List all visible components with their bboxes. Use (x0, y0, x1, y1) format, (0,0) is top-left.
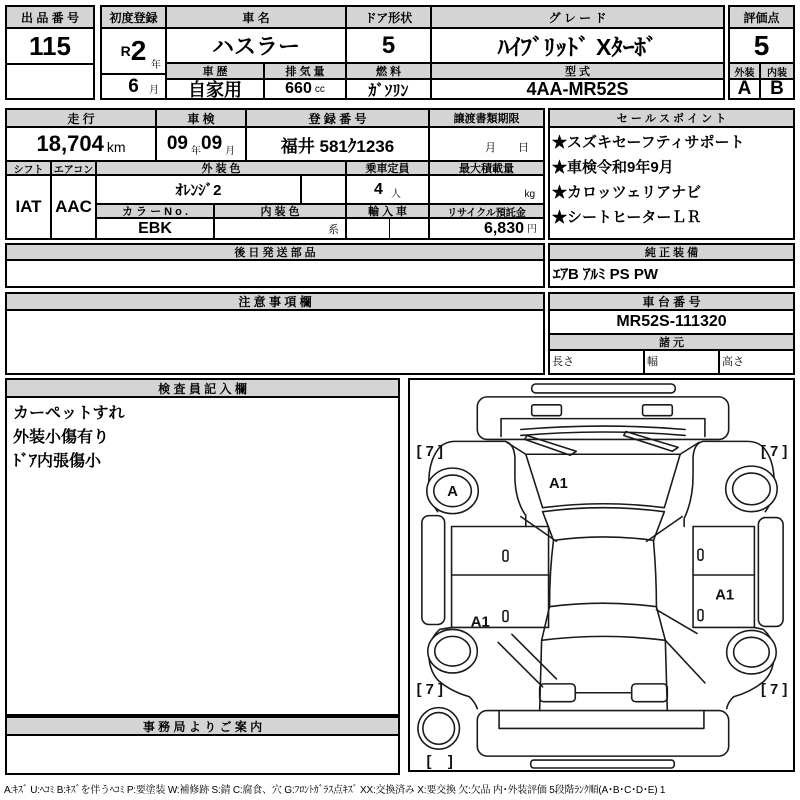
mileage-value (7, 128, 157, 162)
capacity-label: 乗車定員 (347, 162, 430, 176)
left-door-panel (452, 527, 549, 631)
exterior-color-value: ｵﾚﾝｼﾞ2 (97, 176, 302, 205)
car-name-label: 車 名 (167, 7, 347, 29)
score-value: 5 (730, 29, 793, 64)
car-history-value: 自家用 (167, 80, 265, 98)
model-code-value: 4AA-MR52S (526, 80, 629, 98)
aircon-label: エアコン (52, 162, 97, 176)
office-info-panel (5, 716, 400, 775)
front-bumper-lip (501, 419, 705, 437)
inspector-note-line: 外装小傷有り (13, 429, 110, 446)
interior-grade-label: 内装 (761, 64, 793, 80)
fuel-value: ｶﾞｿﾘﾝ (347, 80, 432, 98)
tire-mark-front-left: [ 7 ] (416, 444, 443, 461)
mileage-number: 18,704 (36, 131, 104, 156)
shift-value: IAT (7, 176, 52, 238)
capacity-unit: 人 (390, 189, 401, 200)
left-door-handle-front (503, 550, 508, 561)
legend-text: A:ｷｽﾞ U:ﾍｺﾐ B:ｷｽﾞを伴うﾍｺﾐ P:要塗装 W:補修跡 S:錆 C:腐食、穴 G:ﾌﾛﾝﾄｶﾞﾗｽ点ｷｽﾞ XX:交換済み X:要交換 欠:欠品 内･外装評価 5段階ﾗﾝｸ順(A･B･C･D･E) 1 (4, 785, 666, 796)
spare-tire (418, 708, 460, 750)
inspector-notes-panel (5, 378, 400, 716)
recycle-fee-label: リサイクル預託金 (430, 205, 543, 219)
auction-number-empty (7, 65, 93, 98)
equipment-value: ｴｱB ｱﾙﾐ PS PW (553, 266, 659, 283)
first-registration-month (102, 75, 167, 98)
left-sill (422, 516, 445, 625)
inspection-year-unit: 年 (191, 146, 201, 157)
sales-points-panel (548, 108, 795, 240)
damage-mark-front-left-wheel: A (447, 483, 458, 500)
interior-grade-value: B (770, 80, 784, 98)
details-panel (5, 108, 545, 240)
tail-lamp-left (540, 684, 576, 702)
later-parts-label: 後 日 発 送 部 品 (7, 245, 543, 261)
tailgate-sides (540, 640, 668, 710)
right-sill (758, 518, 783, 627)
sales-points-label: セ ー ル ス ポ イ ン ト (550, 110, 793, 128)
office-info-value (7, 736, 398, 773)
imported-label: 輸 入 車 (347, 205, 430, 219)
chassis-panel (548, 292, 795, 375)
displacement-label: 排 気 量 (265, 64, 347, 80)
max-load-value (430, 176, 543, 205)
registration-no-value: 福井 581ｸ1236 (247, 128, 430, 162)
inspection-month: 09 (201, 133, 223, 154)
roof-strip-rear (531, 760, 675, 768)
rear-right-fold-lines (656, 610, 704, 683)
auction-number-panel (5, 5, 95, 100)
later-parts-value (7, 261, 543, 286)
score-label: 評価点 (730, 7, 793, 29)
shift-label: シフト (7, 162, 52, 176)
exterior-color-label: 外 装 色 (97, 162, 347, 176)
displacement-value (265, 80, 347, 98)
office-info-label: 事 務 局 よ り ご 案 内 (7, 718, 398, 736)
sales-point-item: ★車検令和9年9月 (552, 159, 674, 176)
month-unit: 月 (149, 85, 159, 96)
wiper-left (525, 435, 576, 455)
sales-point-item: ★スズキセーフティサポート (552, 134, 745, 151)
rear-bumper (477, 711, 728, 757)
inspector-notes-list (13, 402, 125, 474)
era-year: 2 (130, 35, 147, 66)
rear-glass-sides (542, 607, 666, 641)
car-name-value: ハスラー (167, 29, 347, 64)
tire-mark-rear-right: [ 7 ] (761, 681, 788, 698)
equipment-label: 純 正 装 備 (550, 245, 793, 261)
tire-mark-rear-left: [ 7 ] (416, 681, 443, 698)
door-shape-value: 5 (347, 29, 432, 64)
equipment-panel (548, 243, 795, 288)
capacity-number: 4 (374, 180, 383, 198)
registration-no-label: 登 録 番 号 (247, 110, 430, 128)
reg-month: 6 (128, 75, 139, 97)
notes-value (7, 311, 543, 373)
chassis-value: MR52S-111320 (550, 311, 793, 335)
sales-point-item: ★シートヒーターＬＲ (552, 209, 702, 226)
inspection-value (157, 128, 247, 162)
recycle-fee-unit: 円 (527, 224, 537, 235)
interior-color-label: 内 装 色 (215, 205, 347, 219)
spec-length-label: 長さ (550, 351, 645, 373)
grade-label: グ レ ー ド (432, 7, 723, 29)
tail-lamp-right (632, 684, 668, 702)
imported-extra (390, 219, 430, 238)
score-panel (728, 5, 795, 100)
notes-panel (5, 292, 545, 375)
interior-color-value: 系 (215, 219, 347, 238)
exterior-grade-label: 外装 (730, 64, 761, 80)
damage-mark-right-quarter: A1 (715, 587, 735, 604)
notes-label: 注 意 事 項 欄 (7, 294, 543, 311)
color-no-value: EBK (97, 219, 215, 238)
specs-label: 諸 元 (550, 335, 793, 351)
max-load-unit: kg (524, 189, 535, 200)
inspection-year: 09 (166, 133, 188, 154)
door-shape-label: ドア形状 (347, 7, 432, 29)
inspector-note-line: カーペットすれ (13, 405, 125, 422)
car-diagram (410, 380, 793, 770)
inspector-notes-label: 検 査 員 記 入 欄 (7, 380, 398, 398)
later-parts-panel (5, 243, 545, 288)
aircon-value: AAC (52, 176, 97, 238)
exterior-color-extra (302, 176, 347, 205)
car-diagram-panel (408, 378, 795, 772)
imported-value (347, 219, 390, 238)
inspector-note-line: ﾄﾞｱ内張傷小 (13, 453, 102, 470)
cowl-bar (521, 426, 685, 435)
year-unit: 年 (151, 60, 161, 71)
rear-left-fold-lines (498, 634, 556, 686)
mileage-unit: km (106, 139, 126, 155)
roof-sides (550, 540, 657, 606)
transfer-deadline-label: 譲渡書類期限 (430, 110, 543, 128)
transfer-deadline-value: 月 日 (430, 128, 543, 162)
inspection-month-unit: 月 (225, 146, 236, 157)
front-bumper-slot-left (532, 405, 562, 416)
spec-width-label: 幅 (645, 351, 720, 373)
color-no-label: カ ラ ー N o . (97, 205, 215, 219)
roof-front-edge (554, 537, 654, 540)
roof-strip-front (532, 384, 676, 393)
model-code-label: 型 式 (432, 64, 723, 80)
rear-glass-bottom (542, 636, 666, 640)
displacement-unit: cc (314, 84, 325, 95)
right-door-handle-front (698, 549, 703, 560)
tire-mark-front-right: [ 7 ] (761, 444, 788, 461)
era-code: R (120, 43, 131, 59)
spec-height-label: 高さ (722, 356, 744, 368)
sales-points-list (552, 130, 744, 230)
max-load-label: 最大積載量 (430, 162, 543, 176)
damage-mark-windshield: A1 (548, 475, 568, 492)
sales-point-item: ★カロッツェリアナビ (552, 184, 702, 201)
fuel-label: 燃 料 (347, 64, 432, 80)
front-bumper-slot-right (643, 405, 673, 416)
auction-number-label: 出 品 番 号 (7, 7, 93, 29)
roof-rear-edge (550, 603, 657, 606)
mileage-label: 走 行 (7, 110, 157, 128)
left-door-handle-rear (503, 611, 508, 622)
displacement-number: 660 (285, 80, 312, 97)
capacity-value (347, 176, 430, 205)
recycle-fee-number: 6,830 (483, 219, 524, 237)
recycle-fee-value (430, 219, 543, 238)
auction-number-value: 115 (7, 29, 93, 65)
exterior-grade-value: A (730, 80, 761, 98)
vehicle-header-panel (100, 5, 725, 100)
first-registration-label: 初度登録 (102, 7, 167, 29)
car-history-label: 車 歴 (167, 64, 265, 80)
cabin-front-sides (543, 512, 665, 541)
right-door-handle-rear (698, 610, 703, 621)
rear-bumper-lip (499, 711, 704, 729)
chassis-label: 車 台 番 号 (550, 294, 793, 311)
first-registration-year (102, 29, 167, 75)
grade-value: ﾊｲﾌﾞﾘｯﾄﾞ Xﾀｰﾎﾞ (432, 29, 723, 64)
damage-mark-left-door: A1 (470, 614, 490, 631)
tire-mark-spare: [ ] (426, 754, 453, 770)
inspection-label: 車 検 (157, 110, 247, 128)
hood-curve (543, 508, 665, 512)
